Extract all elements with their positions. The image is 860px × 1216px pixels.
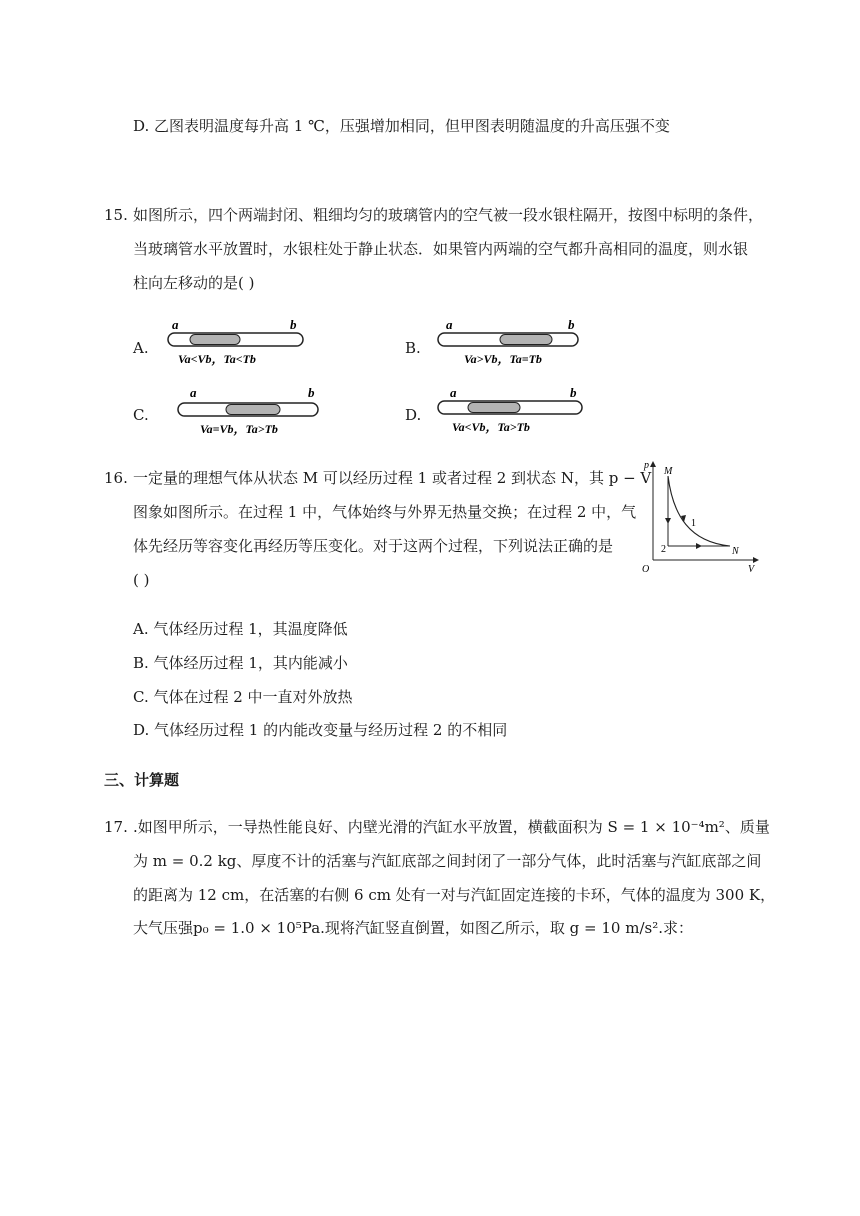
tube-end-b: b bbox=[570, 385, 577, 400]
tube-end-a: a bbox=[190, 385, 197, 400]
q16-pv-graph bbox=[640, 456, 765, 574]
axis-p: p bbox=[644, 460, 649, 471]
tube-end-b: b bbox=[568, 317, 575, 332]
tube-condition: Va>Vb，Ta=Tb bbox=[464, 352, 542, 366]
q17-line-1: .如图甲所示，一导热性能良好、内壁光滑的汽缸水平放置，横截面积为 S = 1 × 10⁻⁴m²、质量 bbox=[133, 818, 770, 836]
q16-option-a: A. 气体经历过程 1，其温度降低 bbox=[133, 620, 348, 638]
q16-number: 16. bbox=[104, 469, 128, 487]
tube-end-b: b bbox=[308, 385, 315, 400]
q15-number: 15. bbox=[104, 206, 128, 224]
q15-option-b-label: B. bbox=[405, 339, 421, 357]
q16-line-2: 图象如图所示。在过程 1 中，气体始终与外界无热量交换；在过程 2 中，气 bbox=[133, 503, 637, 521]
tube-end-a: a bbox=[446, 317, 453, 332]
q15-option-a-label: A. bbox=[133, 339, 149, 357]
q15-tube-a-figure bbox=[160, 315, 320, 371]
q15-tube-d-figure bbox=[430, 383, 590, 439]
q16-line-1: 一定量的理想气体从状态 M 可以经历过程 1 或者过程 2 到状态 N，其 p − V bbox=[133, 469, 652, 487]
tube-end-a: a bbox=[450, 385, 457, 400]
tube-condition: Va<Vb，Ta>Tb bbox=[452, 420, 530, 434]
section-title: 三、计算题 bbox=[104, 771, 180, 789]
tube-condition: Va<Vb，Ta<Tb bbox=[178, 352, 256, 366]
q15-line-2: 当玻璃管水平放置时，水银柱处于静止状态．如果管内两端的空气都升高相同的温度，则水银 bbox=[133, 240, 749, 258]
q16-option-b: B. 气体经历过程 1，其内能减小 bbox=[133, 654, 348, 672]
process-1: 1 bbox=[691, 518, 696, 529]
q17-line-2: 为 m = 0.2 kg、厚度不计的活塞与汽缸底部之间封闭了一部分气体，此时活塞与汽缸底部之间 bbox=[133, 852, 762, 870]
q15-line-1: 如图所示，四个两端封闭、粗细均匀的玻璃管内的空气被一段水银柱隔开，按图中标明的条件， bbox=[133, 206, 764, 224]
tube-end-b: b bbox=[290, 317, 297, 332]
q15-tube-c-figure bbox=[170, 383, 330, 439]
q16-line-3: 体先经历等容变化再经历等压变化。对于这两个过程，下列说法正确的是 bbox=[133, 537, 614, 555]
q15-option-d-label: D. bbox=[405, 406, 422, 424]
q17-line-4: 大气压强p₀ = 1.0 × 10⁵Pa.现将汽缸竖直倒置，如图乙所示，取 g = 10 m/s².求： bbox=[133, 919, 693, 937]
state-m: M bbox=[664, 466, 673, 477]
q17-line-3: 的距离为 12 cm，在活塞的右侧 6 cm 处有一对与汽缸固定连接的卡环，气体的温度为 300 K， bbox=[133, 886, 776, 904]
origin-o: O bbox=[642, 564, 650, 574]
axis-v: V bbox=[748, 564, 755, 574]
q16-option-d: D. 气体经历过程 1 的内能改变量与经历过程 2 的不相同 bbox=[133, 721, 508, 739]
process-2: 2 bbox=[661, 544, 666, 555]
tube-end-a: a bbox=[172, 317, 179, 332]
q15-option-c-label: C. bbox=[133, 406, 149, 424]
q15-tube-b-figure bbox=[430, 315, 590, 371]
q16-line-4: ( ) bbox=[133, 571, 150, 589]
q17-number: 17. bbox=[104, 818, 128, 836]
q15-line-3: 柱向左移动的是( ) bbox=[133, 274, 255, 292]
q16-option-c: C. 气体在过程 2 中一直对外放热 bbox=[133, 688, 353, 706]
state-n: N bbox=[732, 546, 739, 557]
tube-condition: Va=Vb，Ta>Tb bbox=[200, 422, 278, 436]
q14-option-d: D. 乙图表明温度每升高 1 ℃，压强增加相同，但甲图表明随温度的升高压强不变 bbox=[133, 117, 670, 135]
